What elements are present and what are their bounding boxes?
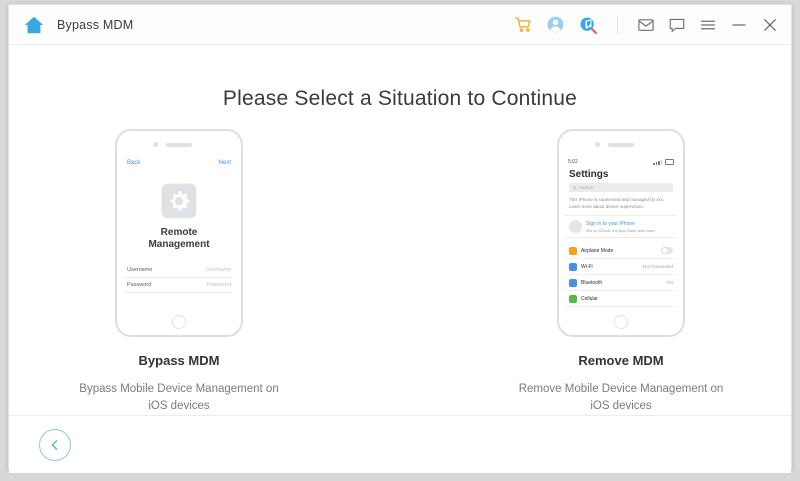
cart-icon[interactable] <box>514 15 533 34</box>
option-title-remove-mdm: Remove MDM <box>578 353 664 368</box>
phone-preview-ios-settings <box>557 129 685 337</box>
phone-preview-remote-management <box>115 129 243 337</box>
avatar <box>569 220 582 233</box>
phone-speaker <box>166 143 192 147</box>
back-link[interactable]: Back <box>127 160 141 166</box>
password-placeholder: Password <box>206 282 231 288</box>
bluetooth-icon <box>569 279 577 287</box>
airplane-mode-toggle[interactable] <box>661 247 673 254</box>
phone-home-button <box>172 315 186 329</box>
remote-management-title-line1: Remote <box>160 227 198 238</box>
password-label: Password <box>127 282 152 288</box>
search-icon <box>573 186 577 190</box>
settings-search-field[interactable] <box>569 183 673 192</box>
option-bypass-mdm[interactable] <box>54 129 304 415</box>
settings-row-value: Not Connected <box>642 264 673 269</box>
apple-id-subtitle: Set up iCloud, the App Store and more. <box>586 227 656 233</box>
phone-camera-dot <box>595 142 600 147</box>
feedback-icon[interactable] <box>668 16 686 34</box>
ios-status-bar <box>565 157 677 165</box>
hamburger-menu-icon[interactable] <box>699 16 717 34</box>
settings-row-label: Cellular <box>581 295 598 302</box>
phone-screen-ios-settings <box>565 157 677 313</box>
phone-screen-remote-management <box>123 157 235 313</box>
phone-speaker <box>608 143 634 147</box>
app-title: Bypass MDM <box>57 17 134 32</box>
option-title-bypass-mdm: Bypass MDM <box>138 353 220 368</box>
settings-row-label: Bluetooth <box>581 279 603 286</box>
settings-title: Settings <box>569 169 609 180</box>
signal-battery-icons <box>653 159 674 165</box>
phone-home-button <box>614 315 628 329</box>
minimize-icon[interactable] <box>730 16 748 34</box>
apple-id-title: Sign in to your iPhone <box>586 220 635 227</box>
status-time: 5:02 <box>568 159 578 165</box>
back-button[interactable] <box>39 429 71 461</box>
username-label: Username <box>127 267 153 273</box>
back-arrow-icon <box>47 437 63 453</box>
password-field[interactable] <box>125 278 233 293</box>
next-link[interactable]: Next <box>218 160 231 166</box>
situation-options <box>54 129 746 415</box>
settings-row-cellular[interactable] <box>565 291 677 307</box>
wifi-icon <box>569 263 577 271</box>
settings-row-bluetooth[interactable] <box>565 275 677 291</box>
settings-search-placeholder: Search <box>579 185 594 190</box>
titlebar-icon-group <box>514 15 779 35</box>
username-placeholder: Username <box>205 267 231 273</box>
airplane-icon <box>569 247 577 255</box>
settings-row-airplane-mode[interactable] <box>565 243 677 259</box>
username-field[interactable] <box>125 263 233 278</box>
remote-management-fields <box>123 263 235 293</box>
main-content <box>9 45 791 415</box>
remote-management-navbar <box>123 157 235 166</box>
supervision-note: This iPhone is supervised and managed by xxx. Learn more about device supervision. <box>569 197 665 209</box>
settings-row-value: On <box>666 280 673 285</box>
title-bar <box>9 5 791 45</box>
close-icon[interactable] <box>761 16 779 34</box>
home-icon[interactable] <box>23 14 57 36</box>
application-window <box>8 4 792 470</box>
settings-row-wifi[interactable] <box>565 259 677 275</box>
settings-row-label: Airplane Mode <box>581 247 614 254</box>
remote-management-title-line2: Management <box>148 239 210 250</box>
apple-id-row[interactable] <box>565 215 677 238</box>
remote-management-title <box>123 227 235 251</box>
option-remove-mdm[interactable] <box>496 129 746 415</box>
option-description-remove-mdm: Remove Mobile Device Management on iOS devices <box>518 383 724 412</box>
settings-row-label: Wi-Fi <box>581 263 593 270</box>
page-title: Please Select a Situation to Continue <box>222 87 578 110</box>
titlebar-divider <box>617 16 618 34</box>
option-description-bypass-mdm: Bypass Mobile Device Management on iOS devices <box>79 383 279 412</box>
account-icon[interactable] <box>546 15 565 34</box>
cellular-icon <box>569 295 577 303</box>
gear-icon <box>123 182 235 220</box>
music-search-icon[interactable] <box>578 15 598 35</box>
settings-rows <box>565 243 677 307</box>
mail-icon[interactable] <box>637 16 655 34</box>
phone-camera-dot <box>153 142 158 147</box>
apple-id-text <box>586 221 656 233</box>
footer-bar <box>9 415 791 473</box>
